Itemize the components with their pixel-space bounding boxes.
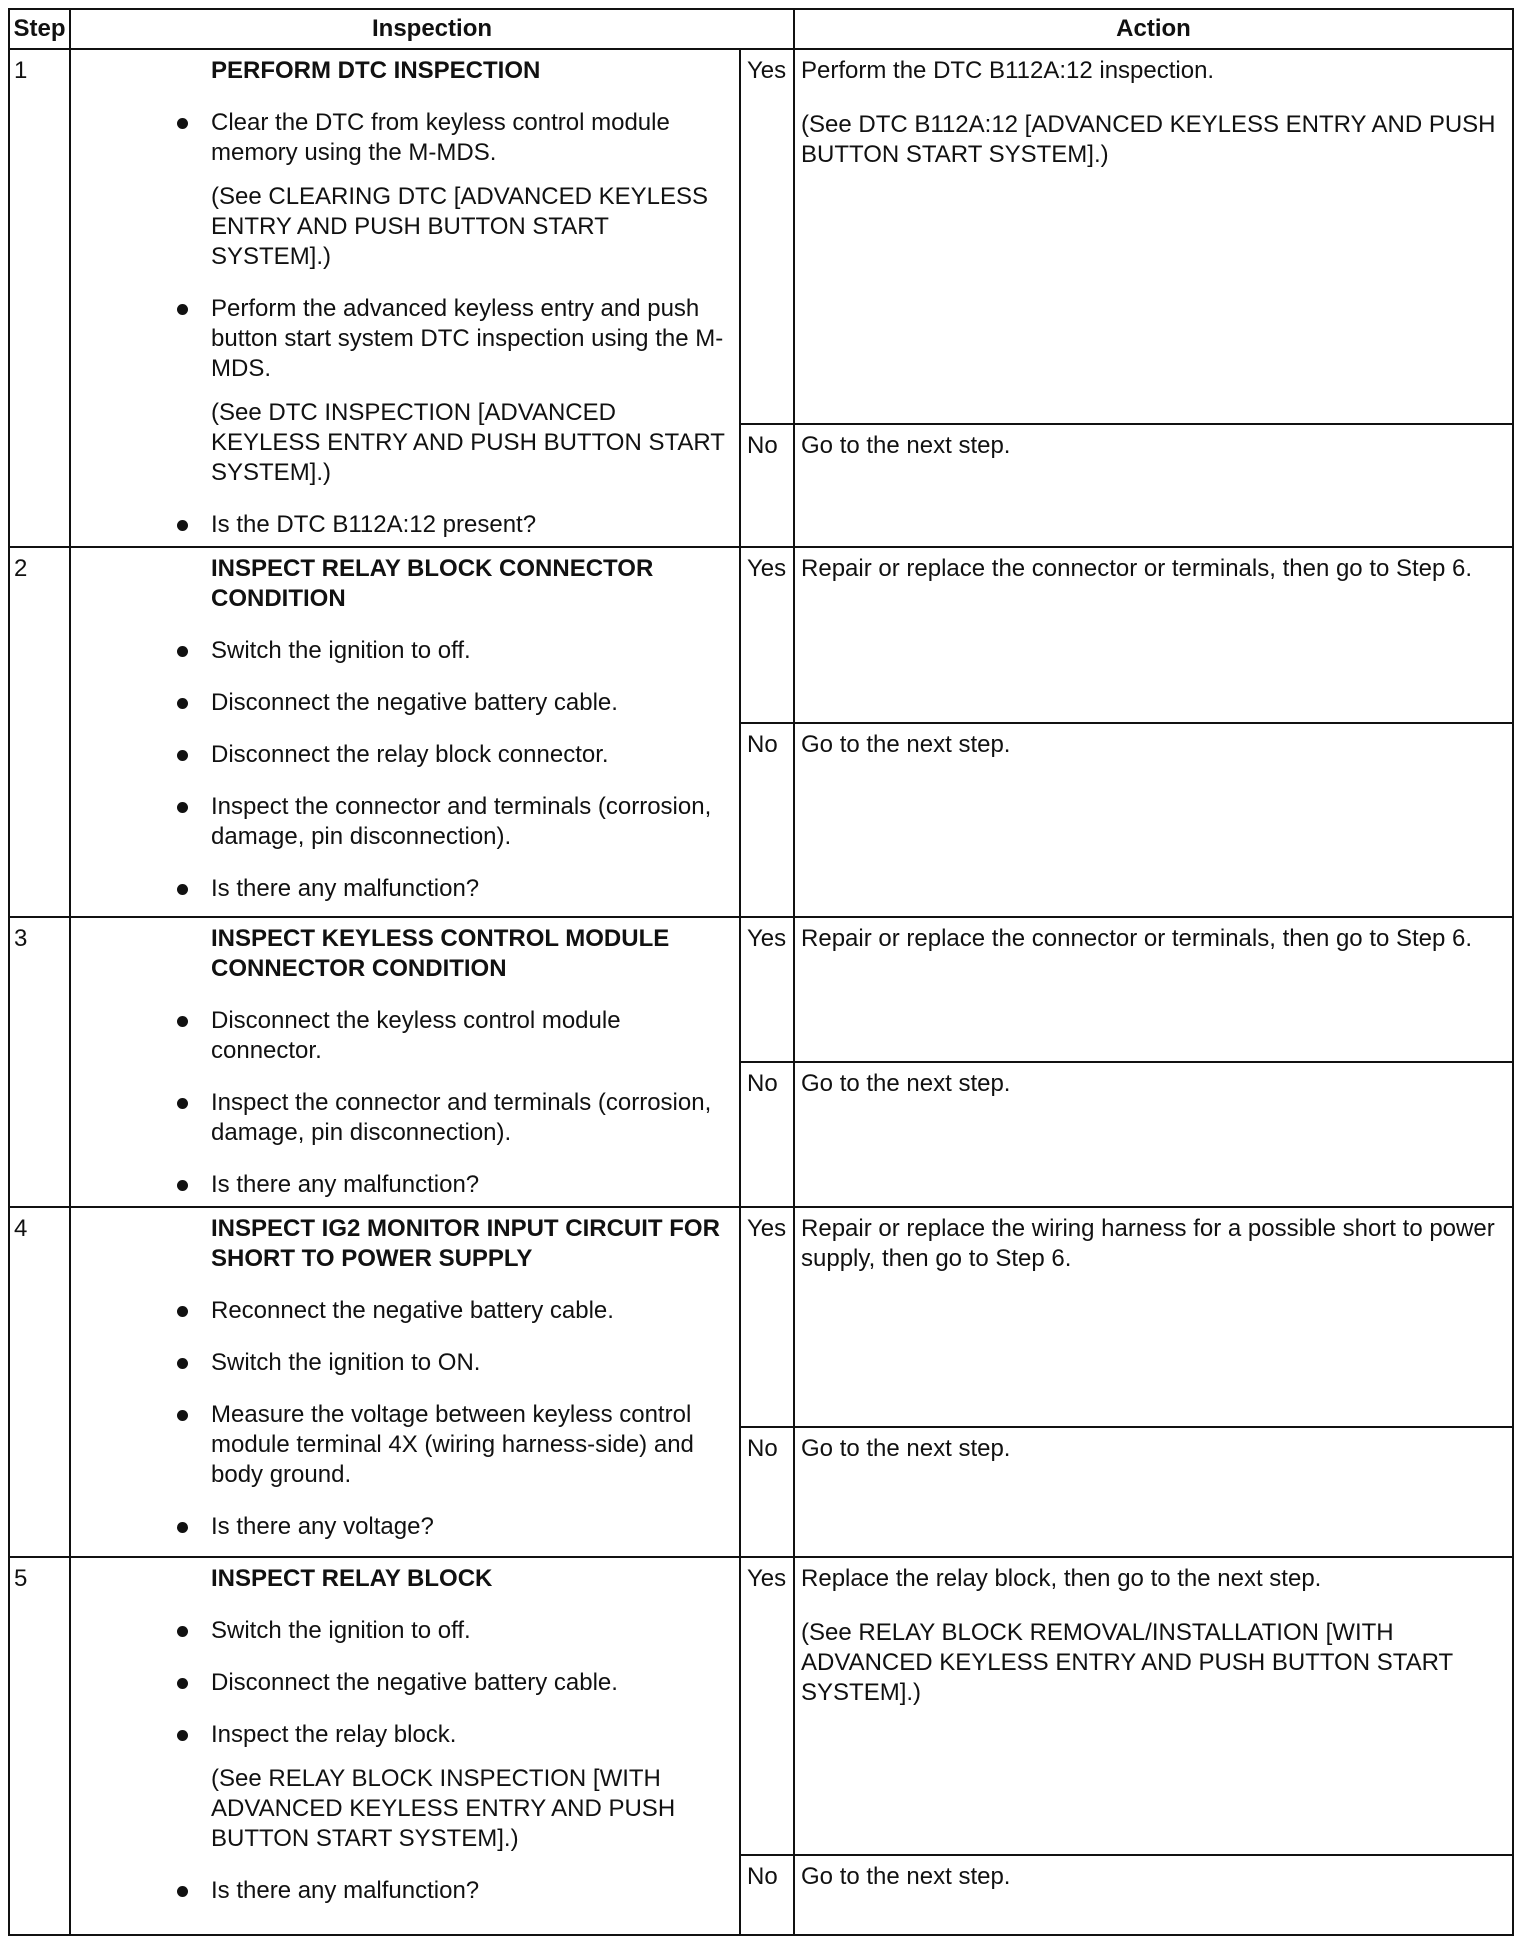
inspection-cell — [70, 917, 740, 1207]
no-label: No — [740, 1427, 794, 1557]
bullet-icon — [177, 1626, 188, 1637]
no-label: No — [740, 424, 794, 547]
diagnostic-table — [8, 8, 1514, 1936]
yes-action — [794, 1557, 1513, 1855]
bullet-icon — [177, 1522, 188, 1533]
no-label: No — [740, 1855, 794, 1935]
action-text: Repair or replace the connector or terminals, then go to Step 6. — [801, 555, 1473, 582]
bullet-icon — [177, 646, 188, 657]
list-item: Disconnect the negative battery cable. — [71, 688, 731, 718]
action-text: Go to the next step. — [801, 1863, 1011, 1890]
bullet-icon — [177, 520, 188, 531]
yes-label: Yes — [740, 49, 794, 424]
inspection-cell — [70, 1557, 740, 1935]
action-text: Go to the next step. — [801, 1435, 1011, 1462]
list-item: Is there any malfunction? — [71, 1876, 731, 1906]
bullet-icon — [177, 802, 188, 813]
header-action: Action — [794, 9, 1513, 49]
step-row-5-yes — [9, 1557, 1513, 1855]
list-item: Perform the advanced keyless entry and push button start system DTC inspection using the M-MDS. — [71, 294, 731, 384]
step-title: INSPECT RELAY BLOCK CONNECTOR CONDITION — [211, 555, 654, 612]
list-item: Inspect the relay block. — [71, 1720, 731, 1750]
reference-link[interactable]: (See DTC INSPECTION [ADVANCED KEYLESS ENTRY AND PUSH BUTTON START SYSTEM].) — [211, 399, 725, 486]
inspection-cell — [70, 49, 740, 547]
list-item: Is the DTC B112A:12 present? — [71, 510, 731, 540]
bullet-icon — [177, 750, 188, 761]
bullet-icon — [177, 1730, 188, 1741]
step-title: PERFORM DTC INSPECTION — [211, 57, 541, 84]
list-item: Is there any malfunction? — [71, 874, 731, 904]
bullet-icon — [177, 1016, 188, 1027]
bullet-icon — [177, 304, 188, 315]
step-row-4-yes — [9, 1207, 1513, 1427]
bullet-icon — [177, 1678, 188, 1689]
yes-action — [794, 49, 1513, 424]
no-action — [794, 424, 1513, 547]
header-step: Step — [9, 9, 70, 49]
reference-link[interactable]: (See RELAY BLOCK INSPECTION [WITH ADVANCED KEYLESS ENTRY AND PUSH BUTTON START SYSTEM].) — [211, 1765, 676, 1852]
no-action — [794, 1062, 1513, 1207]
action-text: Go to the next step. — [801, 432, 1011, 460]
list-item: Disconnect the negative battery cable. — [71, 1668, 731, 1698]
header-row — [9, 9, 1513, 49]
action-text: Go to the next step. — [801, 731, 1011, 758]
yes-action — [794, 1207, 1513, 1427]
list-item: Switch the ignition to off. — [71, 1616, 731, 1646]
yes-label: Yes — [740, 547, 794, 723]
no-action — [794, 1855, 1513, 1935]
list-item: Inspect the connector and terminals (corrosion, damage, pin disconnection). — [71, 792, 731, 852]
step-number: 3 — [9, 917, 70, 1207]
action-text: Replace the relay block, then go to the next step. — [801, 1565, 1322, 1592]
list-item: Inspect the connector and terminals (corrosion, damage, pin disconnection). — [71, 1088, 731, 1148]
action-text: Repair or replace the wiring harness for a possible short to power supply, then go to Step 6. — [801, 1215, 1495, 1272]
list-item: Is there any malfunction? — [71, 1170, 731, 1200]
step-number: 4 — [9, 1207, 70, 1557]
step-title: INSPECT KEYLESS CONTROL MODULE CONNECTOR CONDITION — [211, 925, 670, 982]
list-item: Clear the DTC from keyless control module memory using the M-MDS. — [71, 108, 731, 168]
step-number: 2 — [9, 547, 70, 917]
list-item: Is there any voltage? — [71, 1512, 731, 1542]
no-label: No — [740, 723, 794, 917]
list-item: Disconnect the relay block connector. — [71, 740, 731, 770]
bullet-icon — [177, 1358, 188, 1369]
header-inspection: Inspection — [70, 9, 794, 49]
yes-action — [794, 917, 1513, 1062]
no-action — [794, 723, 1513, 917]
no-label: No — [740, 1062, 794, 1207]
yes-label: Yes — [740, 1207, 794, 1427]
bullet-icon — [177, 698, 188, 709]
step-row-2-yes — [9, 547, 1513, 723]
no-action — [794, 1427, 1513, 1557]
list-item: Switch the ignition to ON. — [71, 1348, 731, 1378]
list-item: Measure the voltage between keyless control module terminal 4X (wiring harness-side) and body ground. — [71, 1400, 731, 1490]
step-row-3-yes — [9, 917, 1513, 1062]
step-number: 5 — [9, 1557, 70, 1935]
list-item: Switch the ignition to off. — [71, 636, 731, 666]
bullet-icon — [177, 1180, 188, 1191]
reference-link[interactable]: (See CLEARING DTC [ADVANCED KEYLESS ENTRY AND PUSH BUTTON START SYSTEM].) — [211, 183, 709, 270]
list-item: Disconnect the keyless control module connector. — [71, 1006, 731, 1066]
step-row-1-yes — [9, 49, 1513, 424]
action-text: Repair or replace the connector or terminals, then go to Step 6. — [801, 925, 1473, 952]
action-text: Go to the next step. — [801, 1070, 1011, 1097]
list-item: Reconnect the negative battery cable. — [71, 1296, 731, 1326]
bullet-icon — [177, 884, 188, 895]
bullet-icon — [177, 118, 188, 129]
action-text: Perform the DTC B112A:12 inspection. — [801, 57, 1215, 84]
inspection-cell — [70, 1207, 740, 1557]
yes-action — [794, 547, 1513, 723]
bullet-icon — [177, 1886, 188, 1897]
step-title: INSPECT IG2 MONITOR INPUT CIRCUIT FOR SHORT TO POWER SUPPLY — [211, 1215, 720, 1272]
step-title: INSPECT RELAY BLOCK — [211, 1565, 493, 1592]
step-number: 1 — [9, 49, 70, 547]
yes-label: Yes — [740, 1557, 794, 1855]
reference-link[interactable]: (See DTC B112A:12 [ADVANCED KEYLESS ENTRY AND PUSH BUTTON START SYSTEM].) — [801, 111, 1496, 168]
yes-label: Yes — [740, 917, 794, 1062]
bullet-icon — [177, 1098, 188, 1109]
bullet-icon — [177, 1410, 188, 1421]
reference-link[interactable]: (See RELAY BLOCK REMOVAL/INSTALLATION [WITH ADVANCED KEYLESS ENTRY AND PUSH BUTTON START SYSTEM].) — [801, 1619, 1453, 1706]
inspection-cell — [70, 547, 740, 917]
bullet-icon — [177, 1306, 188, 1317]
